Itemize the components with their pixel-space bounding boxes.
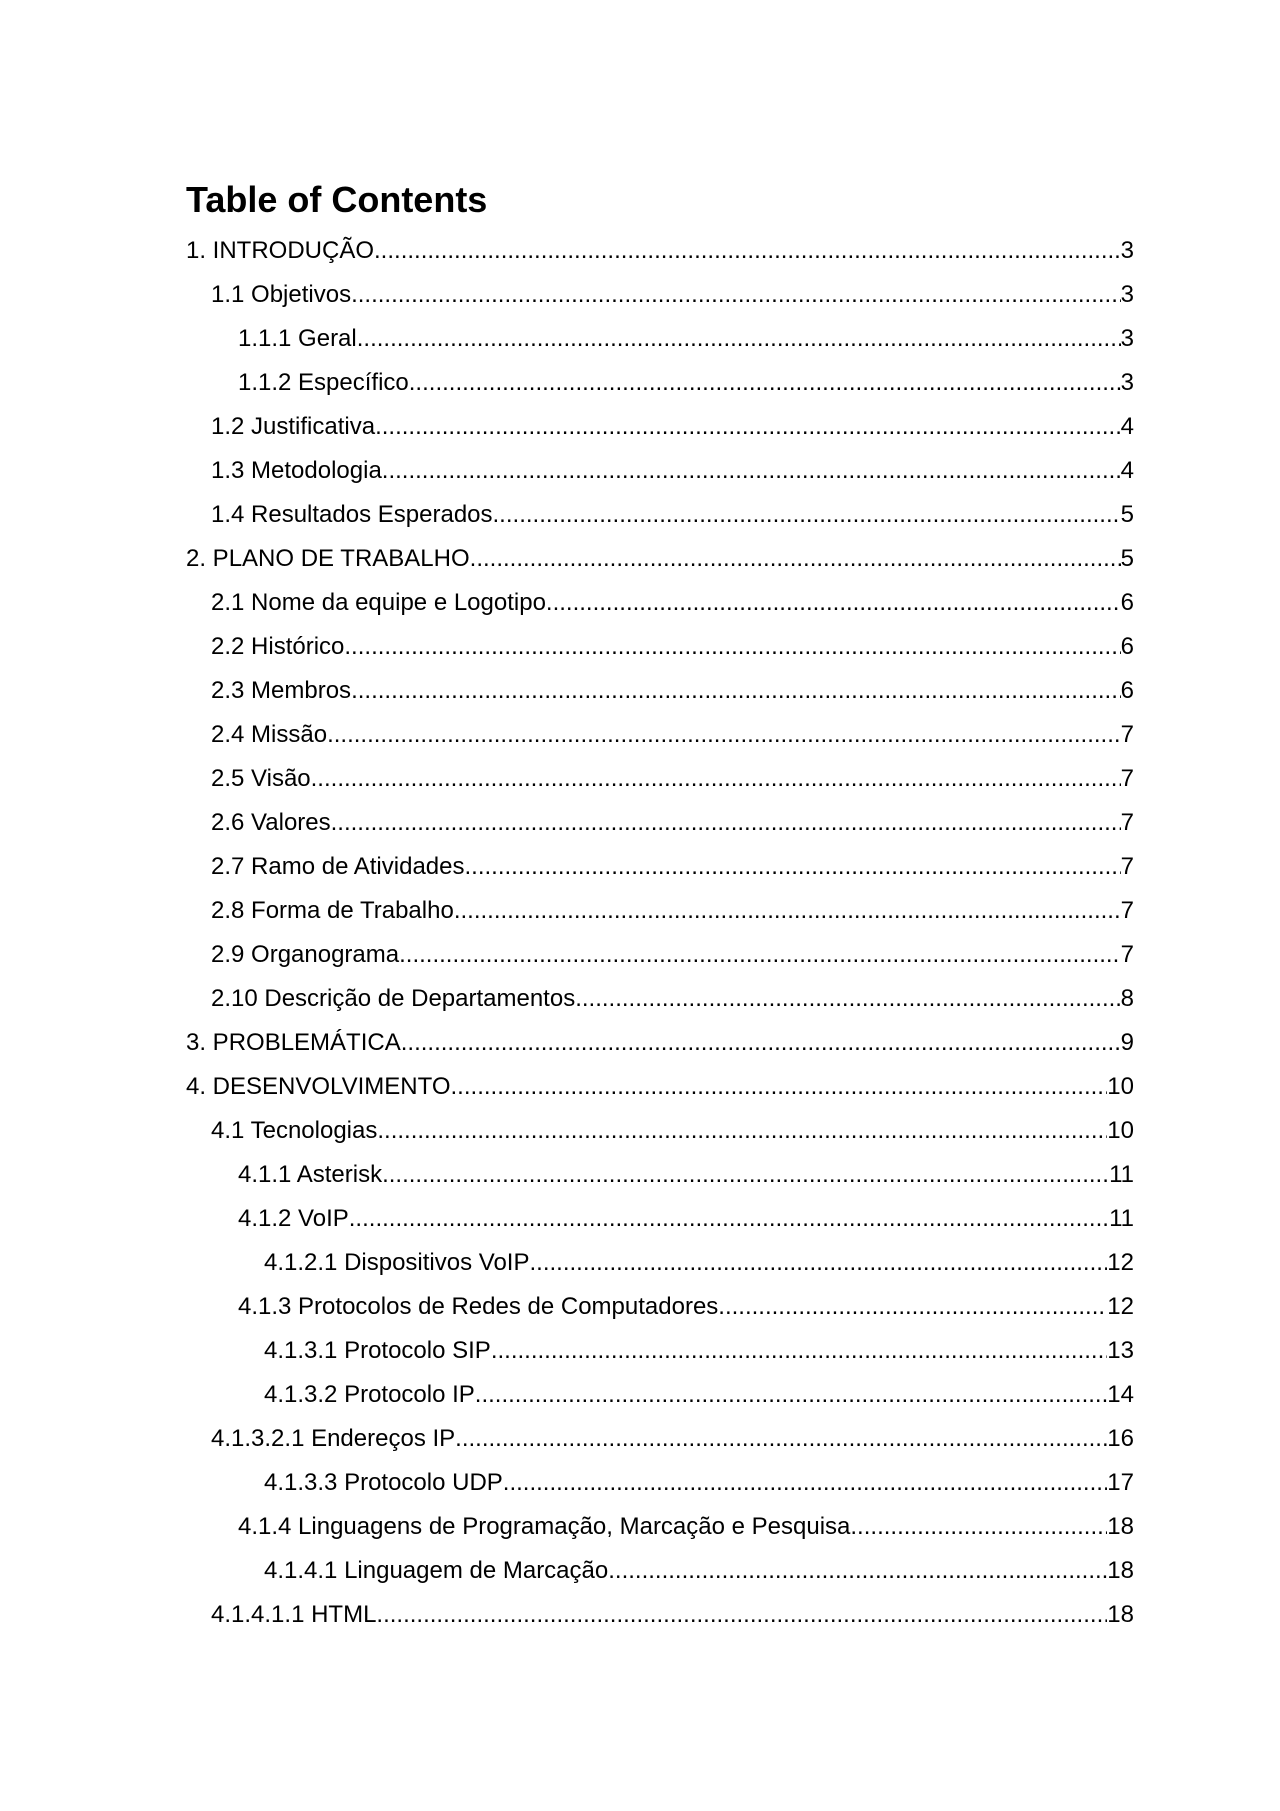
toc-entry-label: 4.1.1 Asterisk — [238, 1161, 383, 1188]
toc-entry[interactable] — [186, 405, 1134, 449]
toc-dot-leader — [529, 1241, 1107, 1285]
toc-dot-leader — [850, 1505, 1107, 1549]
toc-entry-page-number: 18 — [1107, 1557, 1134, 1584]
toc-entry-page-number: 7 — [1120, 721, 1134, 748]
toc-entry-page-number: 7 — [1120, 809, 1134, 836]
toc-entry[interactable] — [186, 757, 1134, 801]
toc-dot-leader — [331, 801, 1121, 845]
toc-dot-leader — [608, 1549, 1107, 1593]
toc-entry-label: 4.1.2.1 Dispositivos VoIP — [264, 1249, 530, 1276]
toc-entry-page-number: 7 — [1120, 941, 1134, 968]
toc-dot-leader — [454, 889, 1121, 933]
toc-entry-label: 2.3 Membros — [211, 677, 352, 704]
toc-entry-page-number: 13 — [1107, 1337, 1134, 1364]
toc-entry-label: 2.8 Forma de Trabalho — [211, 897, 454, 924]
toc-entry-page-number: 5 — [1120, 545, 1134, 572]
toc-dot-leader — [465, 845, 1121, 889]
toc-entry[interactable] — [186, 845, 1134, 889]
toc-entry-label: 4.1.3.3 Protocolo UDP — [264, 1469, 503, 1496]
toc-dot-leader — [377, 1109, 1107, 1153]
toc-entry-label: 4.1.4.1 Linguagem de Marcação — [264, 1557, 609, 1584]
toc-entry[interactable] — [186, 801, 1134, 845]
toc-entry-page-number: 8 — [1120, 985, 1134, 1012]
toc-entry[interactable] — [186, 1241, 1134, 1285]
toc-dot-leader — [409, 361, 1121, 405]
toc-list — [186, 229, 1134, 1637]
toc-entry-page-number: 7 — [1120, 765, 1134, 792]
toc-entry-page-number: 4 — [1120, 413, 1134, 440]
toc-entry-page-number: 6 — [1120, 633, 1134, 660]
toc-entry-label: 4.1.2 VoIP — [238, 1205, 349, 1232]
toc-dot-leader — [357, 317, 1121, 361]
toc-entry[interactable] — [186, 1109, 1134, 1153]
toc-dot-leader — [470, 537, 1121, 581]
toc-entry-label: 4. DESENVOLVIMENTO — [186, 1073, 451, 1100]
toc-entry-label: 2.2 Histórico — [211, 633, 345, 660]
toc-entry-page-number: 3 — [1120, 237, 1134, 264]
toc-entry[interactable] — [186, 1197, 1134, 1241]
toc-dot-leader — [493, 493, 1121, 537]
toc-entry-label: 2.5 Visão — [211, 765, 311, 792]
toc-entry-label: 2.6 Valores — [211, 809, 331, 836]
toc-entry-label: 2.9 Organograma — [211, 941, 400, 968]
toc-dot-leader — [376, 1593, 1107, 1637]
toc-entry[interactable] — [186, 537, 1134, 581]
toc-entry-page-number: 11 — [1109, 1205, 1134, 1232]
toc-entry-page-number: 18 — [1107, 1513, 1134, 1540]
toc-entry[interactable] — [186, 361, 1134, 405]
toc-entry-page-number: 18 — [1107, 1601, 1134, 1628]
toc-entry[interactable] — [186, 1593, 1134, 1637]
toc-dot-leader — [374, 229, 1121, 273]
toc-entry-page-number: 4 — [1120, 457, 1134, 484]
toc-dot-leader — [351, 669, 1121, 713]
toc-dot-leader — [475, 1373, 1108, 1417]
toc-dot-leader — [327, 713, 1121, 757]
toc-entry-page-number: 10 — [1107, 1117, 1134, 1144]
toc-entry-page-number: 12 — [1107, 1249, 1134, 1276]
toc-entry[interactable] — [186, 1505, 1134, 1549]
toc-entry-label: 1.4 Resultados Esperados — [211, 501, 493, 528]
toc-entry[interactable] — [186, 889, 1134, 933]
toc-entry-page-number: 16 — [1107, 1425, 1134, 1452]
toc-entry-label: 4.1.4 Linguagens de Programação, Marcação e Pesquisa — [238, 1513, 851, 1540]
toc-entry-page-number: 10 — [1107, 1073, 1134, 1100]
toc-dot-leader — [455, 1417, 1107, 1461]
toc-entry-page-number: 3 — [1120, 325, 1134, 352]
toc-entry-label: 1.3 Metodologia — [211, 457, 382, 484]
toc-dot-leader — [718, 1285, 1107, 1329]
toc-entry[interactable] — [186, 1549, 1134, 1593]
toc-entry-label: 2.7 Ramo de Atividades — [211, 853, 465, 880]
toc-entry-page-number: 3 — [1120, 369, 1134, 396]
toc-dot-leader — [344, 625, 1120, 669]
toc-dot-leader — [382, 449, 1121, 493]
toc-dot-leader — [451, 1065, 1108, 1109]
toc-entry[interactable] — [186, 713, 1134, 757]
toc-entry-label: 4.1.4.1.1 HTML — [211, 1601, 377, 1628]
toc-dot-leader — [546, 581, 1121, 625]
toc-entry[interactable] — [186, 1285, 1134, 1329]
toc-dot-leader — [401, 1021, 1121, 1065]
toc-entry-label: 4.1.3.2 Protocolo IP — [264, 1381, 475, 1408]
toc-entry-label: 4.1.3 Protocolos de Redes de Computadores — [238, 1293, 719, 1320]
toc-entry[interactable] — [186, 669, 1134, 713]
toc-entry[interactable] — [186, 977, 1134, 1021]
toc-dot-leader — [351, 273, 1121, 317]
toc-entry-label: 1.2 Justificativa — [211, 413, 376, 440]
toc-entry-page-number: 12 — [1107, 1293, 1134, 1320]
toc-entry[interactable] — [186, 1373, 1134, 1417]
toc-entry-page-number: 9 — [1120, 1029, 1134, 1056]
toc-entry[interactable] — [186, 625, 1134, 669]
toc-entry-label: 3. PROBLEMÁTICA — [186, 1029, 401, 1056]
toc-entry-label: 4.1.3.2.1 Endereços IP — [211, 1425, 456, 1452]
toc-dot-leader — [375, 405, 1121, 449]
toc-dot-leader — [399, 933, 1121, 977]
toc-entry[interactable] — [186, 493, 1134, 537]
toc-entry-label: 1.1.1 Geral — [238, 325, 357, 352]
toc-entry-page-number: 7 — [1120, 853, 1134, 880]
toc-entry-label: 4.1 Tecnologias — [211, 1117, 378, 1144]
toc-entry[interactable] — [186, 273, 1134, 317]
toc-entry-label: 2. PLANO DE TRABALHO — [186, 545, 470, 572]
toc-title: Table of Contents — [186, 179, 488, 220]
toc-entry-page-number: 5 — [1120, 501, 1134, 528]
toc-entry[interactable] — [186, 1021, 1134, 1065]
toc-entry[interactable] — [186, 317, 1134, 361]
toc-entry[interactable] — [186, 581, 1134, 625]
toc-entry-page-number: 14 — [1107, 1381, 1134, 1408]
toc-dot-leader — [491, 1329, 1107, 1373]
toc-entry-label: 1. INTRODUÇÃO — [186, 237, 375, 264]
toc-entry-label: 2.4 Missão — [211, 721, 328, 748]
toc-entry-label: 4.1.3.1 Protocolo SIP — [264, 1337, 491, 1364]
toc-entry-page-number: 3 — [1120, 281, 1134, 308]
toc-dot-leader — [575, 977, 1120, 1021]
toc-dot-leader — [349, 1197, 1109, 1241]
toc-entry-label: 1.1.2 Específico — [238, 369, 409, 396]
toc-entry[interactable] — [186, 1461, 1134, 1505]
toc-entry-label: 2.1 Nome da equipe e Logotipo — [211, 589, 546, 616]
toc-entry[interactable] — [186, 1153, 1134, 1197]
toc-entry-label: 2.10 Descrição de Departamentos — [211, 985, 576, 1012]
toc-entry-label: 1.1 Objetivos — [211, 281, 352, 308]
toc-dot-leader — [382, 1153, 1109, 1197]
toc-entry[interactable] — [186, 229, 1134, 273]
toc-dot-leader — [503, 1461, 1108, 1505]
toc-entry[interactable] — [186, 1329, 1134, 1373]
toc-entry[interactable] — [186, 449, 1134, 493]
toc-dot-leader — [311, 757, 1121, 801]
toc-entry[interactable] — [186, 1065, 1134, 1109]
toc-entry-page-number: 7 — [1120, 897, 1134, 924]
toc-entry[interactable] — [186, 1417, 1134, 1461]
toc-entry-page-number: 17 — [1107, 1469, 1134, 1496]
toc-entry[interactable] — [186, 933, 1134, 977]
toc-entry-page-number: 6 — [1120, 589, 1134, 616]
toc-entry-page-number: 11 — [1109, 1161, 1134, 1188]
toc-entry-page-number: 6 — [1120, 677, 1134, 704]
